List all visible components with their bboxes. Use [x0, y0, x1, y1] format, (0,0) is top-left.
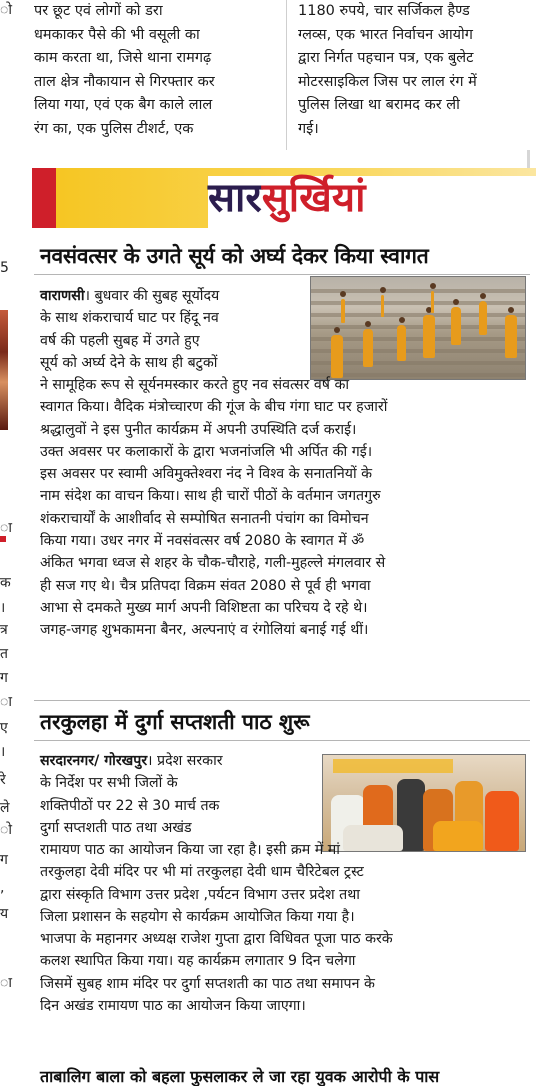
photo-step: [311, 337, 525, 341]
photo-figure-head: [480, 293, 486, 299]
text-line: नाम संदेश का वाचन किया। साथ ही चारों पीठों के वर्तमान जगतगुरु: [40, 488, 381, 505]
sliver-char: ,: [0, 880, 5, 896]
text-line: ही सज गए थे। चैत्र प्रतिपदा विक्रम संवत 2080 से पूर्व ही भगवा: [40, 577, 371, 594]
text-line: अंकित भगवा ध्वज से शहर के चौक-चौराहे, गली-मुहल्ले मंगलवार से: [40, 555, 386, 572]
continued-article-left-column: [34, 0, 274, 141]
text-line: तरकुलहा देवी मंदिर पर भी मां तरकुलहा देवी धाम चैरिटेबल ट्रस्ट: [40, 864, 364, 881]
text-line: के निर्देश पर सभी जिलों के: [40, 775, 178, 792]
text-line: किया गया। उधर नगर में नवसंवत्सर वर्ष 2080 के स्वागत में ॐ: [40, 533, 365, 550]
text-line: काम करता था, जिसे थाना रामगढ़: [34, 50, 212, 66]
article1-body: [40, 374, 524, 642]
text-line: जिला प्रशासन के सहयोग से कार्यक्रम आयोजित किया गया है।: [40, 908, 355, 925]
continued-article-right-column: [298, 0, 534, 141]
photo-figure: [505, 315, 517, 358]
text-line: 1180 रुपये, चार सर्जिकल हैण्ड: [298, 3, 470, 19]
text-line: धमकाकर पैसे की भी वसूली का: [34, 26, 200, 43]
text-line: शंकराचार्यों के आशीर्वाद से सम्पोषित सनातनी पंचांग का विमोचन: [40, 510, 369, 527]
sliver-char: ।: [0, 744, 6, 760]
text-line: जगह-जगह शुभकामना बैनर, अल्पनाएं व रंगोलियां बनाई गई थीं।: [40, 622, 369, 639]
text-line: ग्लव्स, एक भारत निर्वाचन आयोग: [298, 26, 473, 43]
text-line: दुर्गा सप्तशती पाठ तथा अखंड: [40, 819, 192, 836]
headline-underline: [34, 274, 530, 275]
banner-red-block: [32, 168, 56, 228]
text-line: ताल क्षेत्र नौकायान से गिरफ्तार कर: [34, 73, 215, 90]
dateline: वाराणसी: [40, 288, 85, 304]
next-headline-clipped: ताबालिग बाला को बहला फुसलाकर ले जा रहा युवक आरोपी के पास: [40, 1067, 440, 1086]
sliver-char: ा: [0, 975, 12, 991]
article2-lead: [40, 750, 312, 839]
article2-headline: तरकुलहा में दुर्गा सप्तशती पाठ शुरू: [40, 710, 310, 734]
sliver-char: ।: [0, 600, 6, 616]
text-line: रामायण पाठ का आयोजन किया जा रहा है। इसी क्रम में मां: [40, 842, 340, 858]
photo-step: [311, 349, 525, 353]
text-line-rest: । बुधवार की सुबह सूर्योदय: [84, 288, 220, 304]
text-line: द्वारा निर्गत पहचान पत्र, एक बुलेट: [298, 50, 474, 66]
sliver-char: ग: [0, 852, 8, 868]
photo-step: [311, 325, 525, 329]
text-line: स्वागत किया। वैदिक मंत्रोच्चारण की गूंज के बीच गंगा घाट पर हजारों: [40, 399, 388, 416]
photo-figure: [363, 329, 373, 367]
text-line: सूर्य को अर्घ्य देने के साथ ही बटुकों: [40, 354, 218, 371]
photo-figure: [423, 315, 435, 358]
article2-body: [40, 839, 524, 1017]
text-line: कलश स्थापित किया गया। यह कार्यक्रम लगातार 9 दिन चलेगा: [40, 953, 356, 970]
text-line: लिया गया, एवं एक बैग काले लाल: [34, 97, 213, 113]
text-line: मोटरसाइकिल जिस पर लाल रंग में: [298, 73, 477, 90]
headline-underline: [34, 740, 530, 741]
text-line: उक्त अवसर पर कलाकारों के द्वारा भजनांजलि भी अर्पित की गई।: [40, 443, 373, 460]
photo-figure: [397, 325, 406, 361]
text-line: आभा से दमकते मुख्य मार्ग अपनी विशिष्टता का परिचय दे रहे थे।: [40, 599, 368, 616]
sliver-char: क: [0, 575, 11, 591]
photo-figure-head: [365, 321, 371, 327]
text-line: पर छूट एवं लोगों को डरा: [34, 3, 163, 19]
column-divider: [286, 0, 287, 150]
article1-headline: नवसंवत्सर के उगते सूर्य को अर्घ्य देकर किया स्वागत: [40, 244, 429, 268]
text-line: [40, 285, 302, 307]
text-line: ने सामूहिक रूप से सूर्यनमस्कार करते हुए नव संवत्सर वर्ष का: [40, 377, 350, 393]
photo-banner: [333, 759, 453, 773]
sliver-char: ले: [0, 800, 10, 816]
sliver-red-mark: [0, 536, 6, 542]
section-banner: [32, 168, 536, 228]
photo-step: [311, 361, 525, 365]
text-line: शक्तिपीठों पर 22 से 30 मार्च तक: [40, 797, 220, 814]
text-line: रंग का, एक पुलिस टीशर्ट, एक: [34, 120, 194, 137]
photo-figure-head: [453, 299, 459, 305]
text-line: वर्ष की पहली सुबह में उगते हुए: [40, 332, 200, 349]
article1-lead: [40, 285, 302, 374]
text-line: के साथ शंकराचार्य घाट पर हिंदू नव: [40, 310, 219, 327]
photo-figure-head: [380, 287, 386, 293]
text-line: दिन अखंड रामायण पाठ का आयोजन किया जाएगा।: [40, 998, 306, 1015]
sliver-char: ो: [0, 2, 12, 18]
sliver-char: ा: [0, 520, 12, 536]
article2-photo-puja: [322, 754, 526, 852]
text-line-rest: । प्रदेश सरकार: [147, 753, 223, 769]
photo-figure-head: [430, 283, 436, 289]
photo-figure: [479, 301, 487, 335]
sliver-char: ा: [0, 694, 12, 710]
photo-figure-head: [340, 291, 346, 297]
section-title-word2: सुर्खियां: [261, 174, 366, 221]
photo-figure: [451, 307, 461, 345]
text-line: जिसमें सुबह शाम मंदिर पर दुर्गा सप्तशती का पाठ तथा समापन के: [40, 975, 375, 992]
sliver-char: ो: [0, 822, 12, 838]
sliver-char: य: [0, 906, 9, 922]
text-line: पुलिस लिखा था बरामद कर ली: [298, 97, 460, 113]
text-line: गई।: [298, 120, 319, 137]
text-line: इस अवसर पर स्वामी अविमुक्तेश्वरा नंद ने विश्व के सनातनियों के: [40, 466, 373, 483]
photo-figure: [331, 335, 343, 378]
photo-figure: [341, 299, 345, 323]
text-line: [40, 750, 312, 772]
article-divider: [34, 700, 530, 701]
sliver-char: ग: [0, 670, 8, 686]
text-line: भाजपा के महानगर अध्यक्ष राजेश गुप्ता द्वारा विधिवत पूजा पाठ करके: [40, 931, 393, 948]
text-line: श्रद्धालुवों ने इस पुनीत कार्यक्रम में अपनी उपस्थिति दर्ज कराई।: [40, 421, 357, 438]
sliver-char: 5: [0, 260, 9, 276]
section-title: [208, 172, 365, 224]
photo-figure-head: [399, 317, 405, 323]
text-line: द्वारा संस्कृति विभाग उत्तर प्रदेश ,पर्यटन विभाग उत्तर प्रदेश तथा: [40, 886, 360, 903]
section-title-word1: सार: [208, 174, 262, 221]
sliver-char: रे: [0, 772, 6, 788]
photo-figure: [431, 291, 434, 313]
sliver-char: त: [0, 646, 8, 662]
photo-figure: [381, 295, 384, 317]
dateline: सरदारनगर/ गोरखपुर: [40, 753, 148, 769]
sliver-char: ए: [0, 720, 8, 736]
article1-photo-ghat-ceremony: [310, 276, 526, 380]
adjacent-column-photo-fragment: [0, 310, 8, 430]
photo-figure-head: [508, 307, 514, 313]
photo-figure-head: [334, 327, 340, 333]
sliver-char: त्र: [0, 622, 8, 638]
